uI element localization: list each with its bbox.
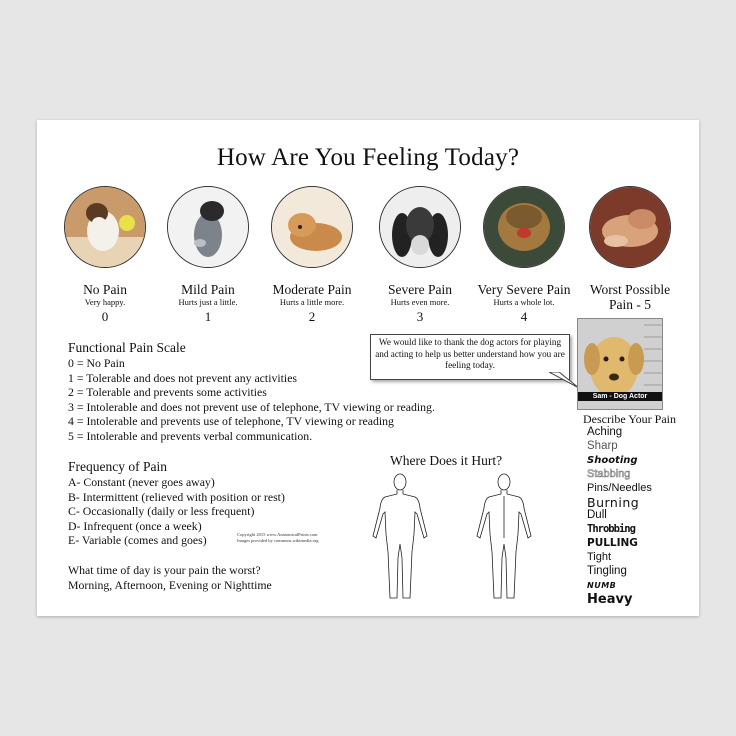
face-num: 3	[416, 309, 424, 324]
face-num: 1	[204, 309, 212, 324]
poster-title: How Are You Feeling Today?	[216, 144, 520, 171]
pain-word: Aching	[587, 426, 623, 438]
face-label: No Pain	[83, 282, 127, 297]
time-question: What time of day is your pain the worst?	[68, 563, 261, 577]
scale-line: 5 = Intolerable and prevents verbal communication.	[68, 428, 313, 443]
face-num: 2	[308, 309, 316, 324]
face-desc: Hurts just a little.	[178, 297, 238, 307]
scale-line: 0 = No Pain	[68, 356, 125, 370]
scale-line: 3 = Intolerable and does not prevent use of telephone, TV viewing or reading.	[68, 399, 435, 414]
pain-word: Shooting	[587, 454, 638, 466]
pain-word: Sharp	[587, 439, 618, 452]
face-no-pain	[45, 186, 165, 325]
pain-word: Pins/Needles	[587, 481, 652, 494]
frequency-line: C- Occasionally (daily or less frequent)	[68, 504, 255, 519]
face-label: Very Severe Pain	[477, 282, 571, 297]
scale-line: 2 = Tolerable and prevents some activities	[68, 385, 267, 400]
pain-faces-row	[37, 186, 699, 336]
dog-photo-mild	[167, 186, 249, 268]
face-severe-pain	[360, 186, 480, 325]
pain-word: Heavy	[587, 591, 633, 607]
face-label: Mild Pain	[181, 282, 235, 297]
face-desc: Hurts a whole lot.	[493, 297, 555, 307]
scale-heading: Functional Pain Scale	[68, 340, 186, 355]
time-of-day	[68, 563, 272, 592]
frequency-line: D- Infrequent (once a week)	[68, 518, 202, 533]
frequency-line: A- Constant (never goes away)	[68, 475, 215, 489]
scale-line: 1 = Tolerable and does not prevent any activities	[68, 370, 298, 385]
face-label: Severe Pain	[387, 282, 453, 297]
copyright-line: Images provided by commons.wikimedia.org	[237, 537, 319, 543]
copyright-note	[237, 532, 319, 543]
pain-scale-poster	[37, 120, 699, 616]
describe-heading: Describe Your Pain	[583, 412, 676, 426]
face-moderate-pain	[252, 186, 372, 325]
face-label: Moderate Pain	[272, 282, 352, 297]
mugshot-caption: Sam - Dog Actor	[578, 392, 662, 401]
dog-photo-moderate	[271, 186, 353, 268]
dog-photo-severe	[379, 186, 461, 268]
face-num: 0	[101, 309, 109, 324]
pain-word: Burning	[587, 494, 640, 510]
frequency-heading: Frequency of Pain	[68, 459, 167, 474]
face-desc: Hurts even more.	[390, 297, 450, 307]
pain-word: Stabbing	[587, 467, 631, 480]
where-hurt-title: Where Does it Hurt?	[390, 453, 503, 468]
scale-line: 4 = Intolerable and prevents use of telephone, TV viewing or reading	[68, 414, 394, 429]
dog-actor-mugshot	[577, 318, 663, 410]
pain-word: PULLING	[587, 537, 638, 550]
pain-word: Dull	[587, 509, 607, 522]
speech-tail-icon	[549, 372, 579, 390]
dog-photo-very-severe	[483, 186, 565, 268]
dog-photo-worst	[589, 186, 671, 268]
face-desc: Pain - 5	[609, 297, 651, 312]
body-front-icon	[365, 472, 435, 602]
pain-word: Tingling	[587, 565, 627, 578]
face-very-severe-pain	[464, 186, 584, 325]
face-num: 4	[520, 309, 528, 324]
body-back-icon	[469, 472, 539, 602]
pain-word: Tight	[587, 551, 612, 564]
pain-word: NUMB	[587, 580, 617, 590]
dog-photo-happy	[64, 186, 146, 268]
face-mild-pain	[148, 186, 268, 325]
face-worst-pain	[570, 186, 690, 312]
face-label: Worst Possible	[589, 282, 671, 297]
time-answer: Morning, Afternoon, Evening or Nighttime	[68, 577, 272, 592]
face-desc: Hurts a little more.	[279, 297, 345, 307]
copyright-line: Copyright 2015 www.AnatomicalPrints.com	[237, 532, 318, 537]
describe-your-pain	[583, 412, 699, 607]
face-desc: Very happy.	[84, 297, 126, 307]
thanks-note: We would like to thank the dog actors for playing and acting to help us better understand how you are feeling today.	[370, 334, 570, 380]
frequency-line: E- Variable (comes and goes)	[68, 533, 207, 548]
pain-word: Throbbing	[587, 523, 635, 536]
frequency-line: B- Intermittent (relieved with position or rest)	[68, 489, 285, 504]
